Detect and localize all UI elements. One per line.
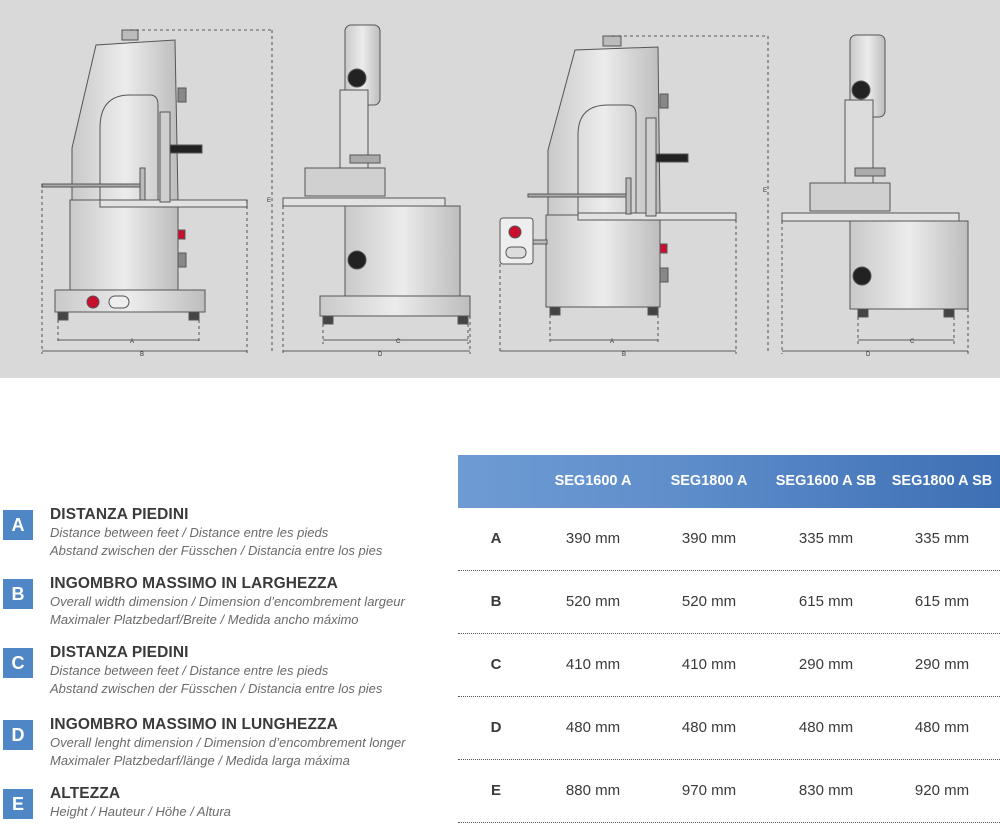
table-cell: 970 mm bbox=[681, 782, 737, 799]
legend-subtitle-b-2: Maximaler Platzbedarf/Breite / Medida ancho máximo bbox=[50, 612, 359, 627]
table-cell: 615 mm bbox=[798, 593, 854, 610]
technical-drawings-panel bbox=[0, 0, 1000, 378]
legend-badge-e: E bbox=[3, 789, 33, 819]
column-header-seg1600-a: SEG1600 A bbox=[554, 473, 632, 489]
table-cell: 390 mm bbox=[681, 530, 737, 547]
dim-label-b-1: B bbox=[140, 352, 145, 358]
dim-label-a-2: A bbox=[610, 339, 615, 345]
column-header-seg1600-a-sb: SEG1600 A SB bbox=[775, 473, 877, 489]
table-cell: 480 mm bbox=[565, 719, 621, 736]
table-cell: 480 mm bbox=[798, 719, 854, 736]
row-key: A bbox=[490, 530, 502, 547]
table-cell: 880 mm bbox=[565, 782, 621, 799]
dim-label-e-1: E bbox=[267, 198, 272, 204]
legend-badge-a: A bbox=[3, 510, 33, 540]
row-key: B bbox=[490, 593, 502, 610]
machine-1-side-view bbox=[283, 25, 470, 324]
machine-1-dimension-arrows bbox=[42, 340, 247, 351]
legend-subtitle-d-2: Maximaler Platzbedarf/länge / Medida larga máxima bbox=[50, 753, 350, 768]
dim-label-c-1: C bbox=[396, 339, 401, 345]
table-cell: 290 mm bbox=[914, 656, 970, 673]
dim-label-a-1: A bbox=[130, 339, 135, 345]
legend-subtitle-c-2: Abstand zwischen der Füsschen / Distancia entre los pies bbox=[50, 681, 383, 696]
dim-label-d-1: D bbox=[378, 352, 383, 358]
table-row bbox=[458, 508, 1000, 571]
table-cell: 520 mm bbox=[565, 593, 621, 610]
table-cell: 615 mm bbox=[914, 593, 970, 610]
legend-subtitle-c-1: Distance between feet / Distance entre les pieds bbox=[50, 663, 329, 678]
legend-title-e: ALTEZZA bbox=[50, 785, 121, 802]
legend-subtitle-d-1: Overall lenght dimension / Dimension d’encombrement longer bbox=[50, 735, 406, 750]
dim-label-e-2: E bbox=[763, 188, 768, 194]
legend-subtitle-a-2: Abstand zwischen der Füsschen / Distancia entre los pies bbox=[50, 543, 383, 558]
machine-1-front-view bbox=[42, 30, 247, 320]
legend-subtitle-a-1: Distance between feet / Distance entre les pieds bbox=[50, 525, 329, 540]
legend-badge-c: C bbox=[3, 648, 33, 678]
table-cell: 480 mm bbox=[681, 719, 737, 736]
column-header-seg1800-a: SEG1800 A bbox=[670, 473, 748, 489]
legend-badge-d: D bbox=[3, 720, 33, 750]
machine-2-front-view bbox=[500, 36, 736, 315]
row-key: C bbox=[490, 656, 502, 673]
machine-drawings-svg bbox=[0, 0, 1000, 378]
legend-title-c: DISTANZA PIEDINI bbox=[50, 644, 189, 661]
legend-title-a: DISTANZA PIEDINI bbox=[50, 506, 189, 523]
column-header-seg1800-a-sb: SEG1800 A SB bbox=[891, 473, 993, 489]
table-cell: 390 mm bbox=[565, 530, 621, 547]
table-row bbox=[458, 634, 1000, 697]
row-key: E bbox=[490, 782, 501, 799]
legend-subtitle-b-1: Overall width dimension / Dimension d’encombrement largeur bbox=[50, 594, 405, 609]
legend-subtitle-e-1: Height / Hauteur / Höhe / Altura bbox=[50, 804, 231, 819]
dim-label-b-2: B bbox=[622, 352, 627, 358]
table-cell: 410 mm bbox=[681, 656, 737, 673]
table-header bbox=[458, 455, 1000, 508]
legend-badge-b: B bbox=[3, 579, 33, 609]
table-cell: 410 mm bbox=[565, 656, 621, 673]
table-row bbox=[458, 760, 1000, 823]
table-cell: 830 mm bbox=[798, 782, 854, 799]
table-cell: 480 mm bbox=[914, 719, 970, 736]
table-cell: 920 mm bbox=[914, 782, 970, 799]
table-cell: 335 mm bbox=[798, 530, 854, 547]
dim-label-c-2: C bbox=[910, 339, 915, 345]
table-cell: 290 mm bbox=[798, 656, 854, 673]
legend-title-d: INGOMBRO MASSIMO IN LUNGHEZZA bbox=[50, 716, 338, 733]
dim-label-d-2: D bbox=[866, 352, 871, 358]
table-cell: 520 mm bbox=[681, 593, 737, 610]
table-row bbox=[458, 571, 1000, 634]
table-row bbox=[458, 697, 1000, 760]
row-key: D bbox=[490, 719, 502, 736]
table-cell: 335 mm bbox=[914, 530, 970, 547]
legend-title-b: INGOMBRO MASSIMO IN LARGHEZZA bbox=[50, 575, 338, 592]
machine-2-side-view bbox=[782, 35, 968, 317]
